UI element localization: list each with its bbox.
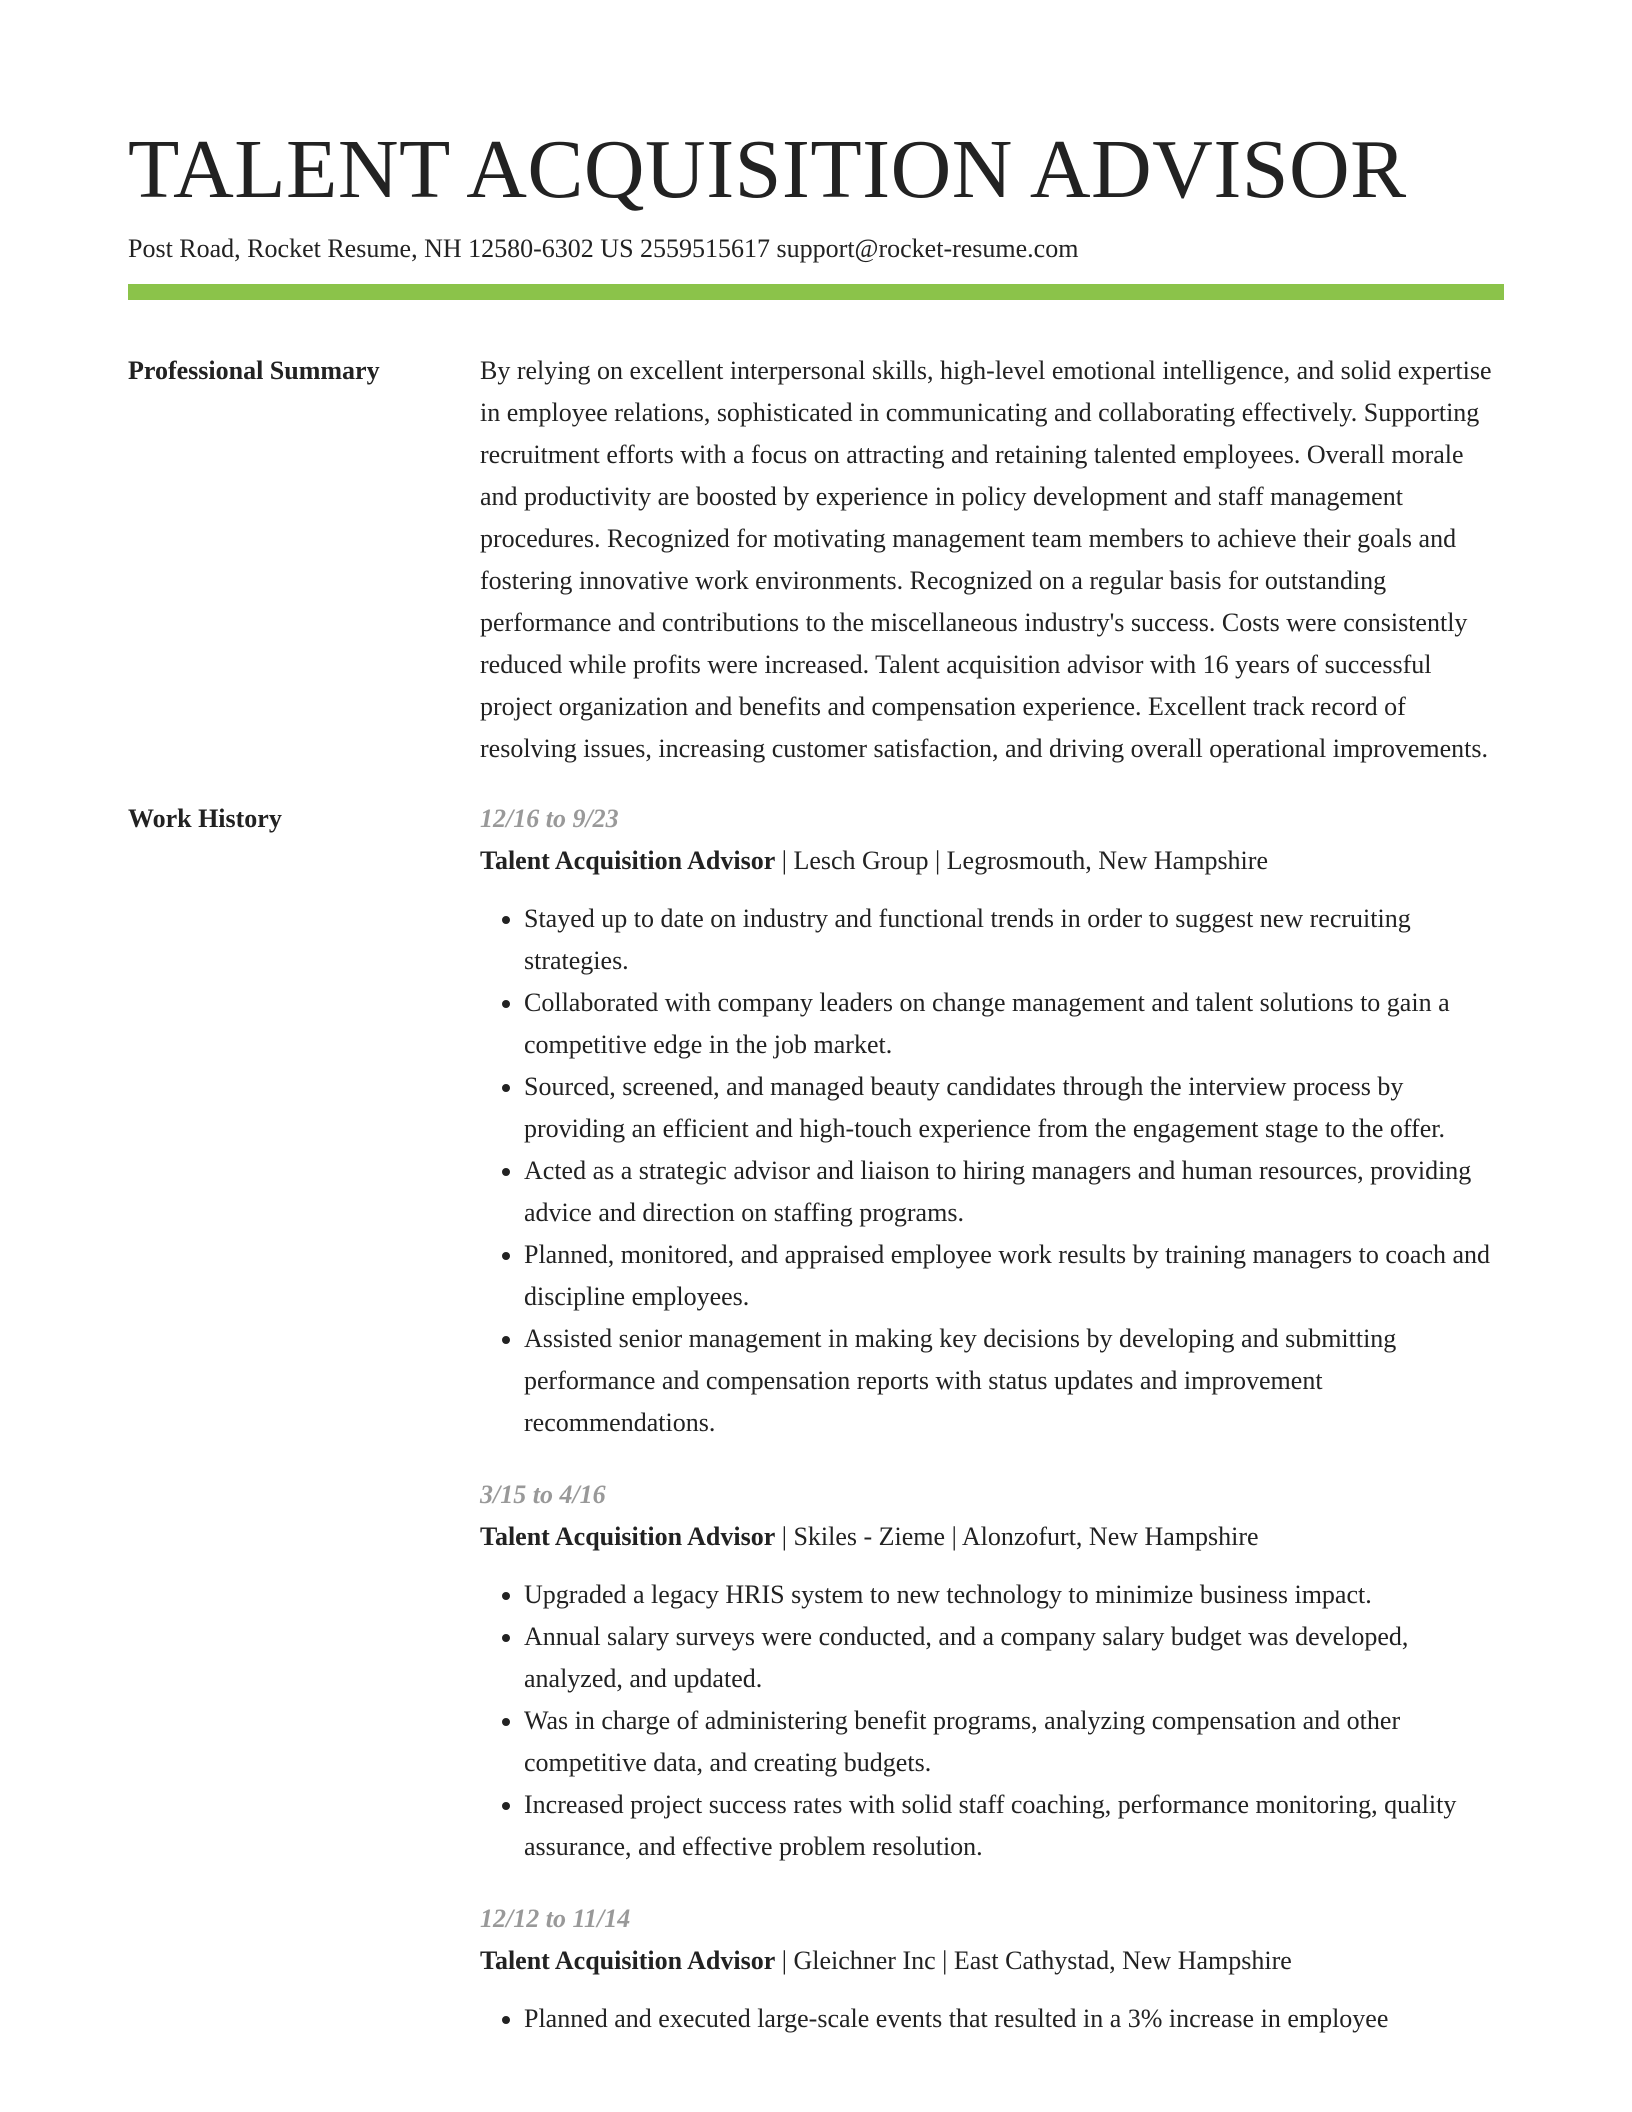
job-bullet: • Acted as a strategic advisor and liaison to hiring managers and human resources, providing advice and direction on staffing programs.	[524, 1150, 1504, 1234]
job-bullet: • Stayed up to date on industry and functional trends in order to suggest new recruiting strategies.	[524, 898, 1504, 982]
job-entry	[480, 1898, 1504, 2040]
job-title: Talent Acquisition Advisor	[480, 1522, 776, 1551]
job-bullet: • Upgraded a legacy HRIS system to new technology to minimize business impact.	[524, 1574, 1504, 1616]
job-title: Talent Acquisition Advisor	[480, 1946, 776, 1975]
job-bullet: • Increased project success rates with solid staff coaching, performance monitoring, quality assurance, and effective problem resolution.	[524, 1784, 1504, 1868]
job-dates: 3/15 to 4/16	[480, 1480, 606, 1509]
job-heading	[480, 1516, 1504, 1558]
resume-title: TALENT ACQUISITION ADVISOR	[128, 123, 1407, 216]
job-bullet: • Collaborated with company leaders on change management and talent solutions to gain a competitive edge in the job market.	[524, 982, 1504, 1066]
work-history-section	[128, 798, 1504, 2070]
summary-label: Professional Summary	[128, 356, 380, 385]
job-dates: 12/16 to 9/23	[480, 804, 619, 833]
job-title: Talent Acquisition Advisor	[480, 846, 776, 875]
job-heading	[480, 1940, 1504, 1982]
contact-line: Post Road, Rocket Resume, NH 12580-6302 US 2559515617 support@rocket-resume.com	[128, 234, 1079, 263]
job-entry	[480, 798, 1504, 1444]
job-bullet: • Was in charge of administering benefit programs, analyzing compensation and other competitive data, and creating budgets.	[524, 1700, 1504, 1784]
job-company-location: | Gleichner Inc | East Cathystad, New Hampshire	[775, 1946, 1292, 1975]
job-bullets	[480, 1574, 1504, 1868]
job-bullets	[480, 898, 1504, 1444]
job-bullets	[480, 1998, 1504, 2040]
job-bullet: • Annual salary surveys were conducted, and a company salary budget was developed, analyzed, and updated.	[524, 1616, 1504, 1700]
job-entry	[480, 1474, 1504, 1868]
job-bullet: • Sourced, screened, and managed beauty candidates through the interview process by providing an efficient and high-touch experience from the engagement stage to the offer.	[524, 1066, 1504, 1150]
job-bullet: • Planned, monitored, and appraised employee work results by training managers to coach and discipline employees.	[524, 1234, 1504, 1318]
job-company-location: | Lesch Group | Legrosmouth, New Hampshire	[775, 846, 1268, 875]
job-bullet: • Assisted senior management in making key decisions by developing and submitting performance and compensation reports with status updates and improvement recommendations.	[524, 1318, 1504, 1444]
summary-text: By relying on excellent interpersonal skills, high-level emotional intelligence, and solid expertise in employee relations, sophisticated in communicating and collaborating effectively. Supporting recruitment efforts with a focus on attracting and retaining talented employees. Overall morale and productivity are boosted by experience in policy development and staff management procedures. Recognized for motivating management team members to achieve their goals and fostering innovative work environments. Recognized on a regular basis for outstanding performance and contributions to the miscellaneous industry's success. Costs were consistently reduced while profits were increased. Talent acquisition advisor with 16 years of successful project organization and benefits and compensation experience. Excellent track record of resolving issues, increasing customer satisfaction, and driving overall operational improvements.	[480, 356, 1492, 763]
accent-divider	[128, 284, 1504, 300]
resume-page	[128, 120, 1504, 2070]
work-history-label: Work History	[128, 804, 282, 833]
job-dates: 12/12 to 11/14	[480, 1904, 631, 1933]
summary-section	[128, 350, 1504, 770]
job-bullet: • Planned and executed large-scale events that resulted in a 3% increase in employee	[524, 1998, 1504, 2040]
job-company-location: | Skiles - Zieme | Alonzofurt, New Hampshire	[775, 1522, 1259, 1551]
job-heading	[480, 840, 1504, 882]
